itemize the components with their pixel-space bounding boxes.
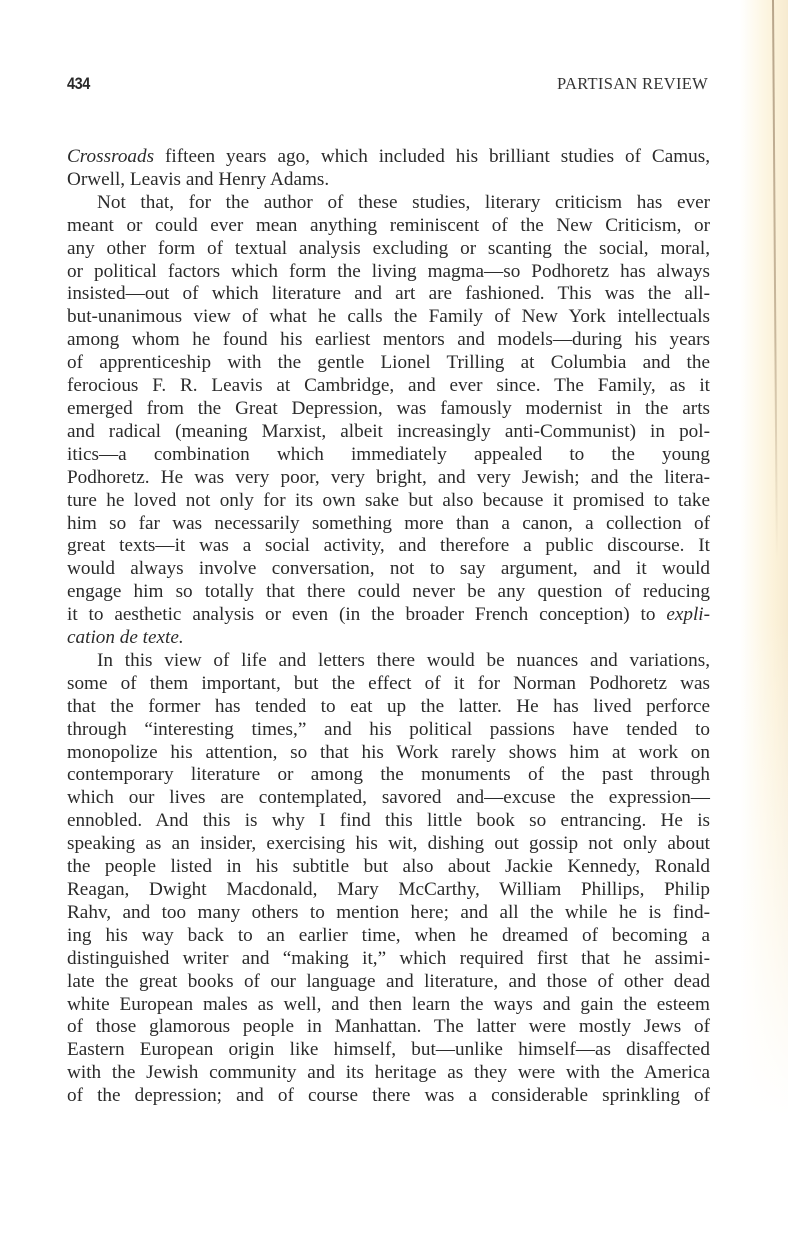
text-run: the people listed in his subtitle but also about Jackie Kennedy, Ronald — [67, 856, 710, 878]
text-run: distinguished writer and “making it,” which required first that he assimi- — [67, 947, 710, 969]
text-line — [67, 238, 710, 261]
text-line — [67, 283, 710, 306]
paragraph — [67, 192, 710, 650]
paragraph — [67, 146, 710, 192]
text-line — [67, 192, 710, 215]
text-run: emerged from the Great Depression, was famously modernist in the arts — [67, 397, 710, 419]
text-line — [67, 719, 710, 742]
text-run: ture he loved not only for its own sake but also because it promised to take — [67, 489, 710, 511]
italic-text: cation de texte. — [67, 627, 184, 649]
text-line — [67, 1085, 710, 1108]
text-line — [67, 1016, 710, 1039]
article-body — [67, 146, 710, 1108]
text-line — [67, 513, 710, 536]
text-run: fifteen years ago, which included his brilliant studies of Camus, — [154, 146, 710, 167]
text-line — [67, 490, 710, 513]
text-line — [67, 948, 710, 971]
text-line — [67, 696, 710, 719]
text-line — [67, 764, 710, 787]
text-run: through “interesting times,” and his political passions have tended to — [67, 718, 710, 740]
text-run: Podhoretz. He was very poor, very bright, and very Jewish; and the litera- — [67, 466, 710, 488]
text-run: but-unanimous view of what he calls the Family of New York intellectuals — [67, 306, 710, 328]
text-line — [67, 971, 710, 994]
text-run: it to aesthetic analysis or even (in the broader French conception) to — [67, 604, 667, 626]
text-line — [67, 375, 710, 398]
text-run: insisted—out of which literature and art are fashioned. This was the all- — [67, 283, 710, 305]
text-run: ferocious F. R. Leavis at Cambridge, and ever since. The Family, as it — [67, 375, 710, 397]
text-line — [67, 535, 710, 558]
text-line — [67, 352, 710, 375]
text-line — [67, 444, 710, 467]
text-line — [67, 581, 710, 604]
text-line — [67, 1039, 710, 1062]
text-line — [67, 879, 710, 902]
text-line — [67, 558, 710, 581]
text-run: with the Jewish community and its heritage as they were with the America — [67, 1062, 710, 1084]
text-run: late the great books of our language and literature, and those of other dead — [67, 970, 710, 992]
text-run: which our lives are contemplated, savored and—excuse the expression— — [67, 787, 710, 809]
page-number: 434 — [67, 74, 90, 93]
italic-text: Crossroads — [67, 146, 155, 167]
text-line — [67, 787, 710, 810]
text-run: engage him so totally that there could never be any question of reducing — [67, 581, 710, 603]
text-run: some of them important, but the effect of it for Norman Podhoretz was — [67, 672, 710, 694]
text-line — [67, 329, 710, 352]
text-line — [67, 627, 710, 650]
text-run: among whom he found his earliest mentors and models—during his years — [67, 329, 710, 351]
text-run: of apprenticeship with the gentle Lionel Trilling at Columbia and the — [67, 352, 710, 374]
text-line — [67, 169, 710, 192]
text-run: Not that, for the author of these studies, literary criticism has ever — [97, 191, 710, 213]
text-run: contemporary literature or among the monuments of the past through — [67, 764, 710, 786]
text-run: or political factors which form the living magma—so Podhoretz has always — [67, 260, 710, 282]
text-run: any other form of textual analysis excluding or scanting the social, moral, — [67, 237, 710, 259]
text-line — [67, 856, 710, 879]
text-run: itics—a combination which immediately appealed to the young — [67, 443, 710, 465]
text-run: In this view of life and letters there would be nuances and variations, — [97, 649, 710, 671]
text-run: ing his way back to an earlier time, when he dreamed of becoming a — [67, 924, 710, 946]
text-line — [67, 306, 710, 329]
text-run: Reagan, Dwight Macdonald, Mary McCarthy, William Phillips, Philip — [67, 879, 710, 900]
text-line — [67, 398, 710, 421]
text-run: white European males as well, and then learn the ways and gain the esteem — [67, 993, 710, 1015]
text-run: and radical (meaning Marxist, albeit increasingly anti-Communist) in pol- — [67, 420, 710, 442]
text-line — [67, 742, 710, 765]
text-line — [67, 146, 710, 169]
text-line — [67, 604, 710, 627]
text-line — [67, 650, 710, 673]
text-run: ennobled. And this is why I find this little book so entrancing. He is — [67, 810, 710, 832]
text-run: great texts—it was a social activity, and therefore a public discourse. It — [67, 535, 710, 557]
text-run: would always involve conversation, not to say argument, and it would — [67, 558, 710, 580]
text-run: that the former has tended to eat up the latter. He has lived perforce — [67, 695, 710, 717]
text-run: Orwell, Leavis and Henry Adams. — [67, 168, 330, 190]
text-line — [67, 1062, 710, 1085]
journal-title: PARTISAN REVIEW — [557, 74, 708, 93]
text-line — [67, 467, 710, 490]
text-run: Eastern European origin like himself, but—unlike himself—as disaffected — [67, 1039, 710, 1061]
text-run: Rahv, and too many others to mention here; and all the while he is find- — [67, 901, 710, 923]
text-run: of those glamorous people in Manhattan. The latter were mostly Jews of — [67, 1016, 710, 1038]
text-line — [67, 994, 710, 1017]
italic-text: expli- — [666, 604, 710, 626]
paragraph — [67, 650, 710, 1108]
text-line — [67, 215, 710, 238]
text-line — [67, 833, 710, 856]
text-line — [67, 925, 710, 948]
text-line — [67, 261, 710, 284]
text-line — [67, 421, 710, 444]
text-run: of the depression; and of course there was a considerable sprinkling of — [67, 1085, 710, 1107]
text-line — [67, 810, 710, 833]
text-run: monopolize his attention, so that his Work rarely shows him at work on — [67, 741, 710, 763]
text-line — [67, 902, 710, 925]
text-line — [67, 673, 710, 696]
text-run: speaking as an insider, exercising his wit, dishing out gossip not only about — [67, 833, 710, 855]
text-run: him so far was necessarily something more than a canon, a collection of — [67, 512, 710, 534]
text-run: meant or could ever mean anything reminiscent of the New Criticism, or — [67, 214, 710, 236]
page-edge-fade — [740, 620, 788, 1241]
running-head — [67, 74, 708, 100]
